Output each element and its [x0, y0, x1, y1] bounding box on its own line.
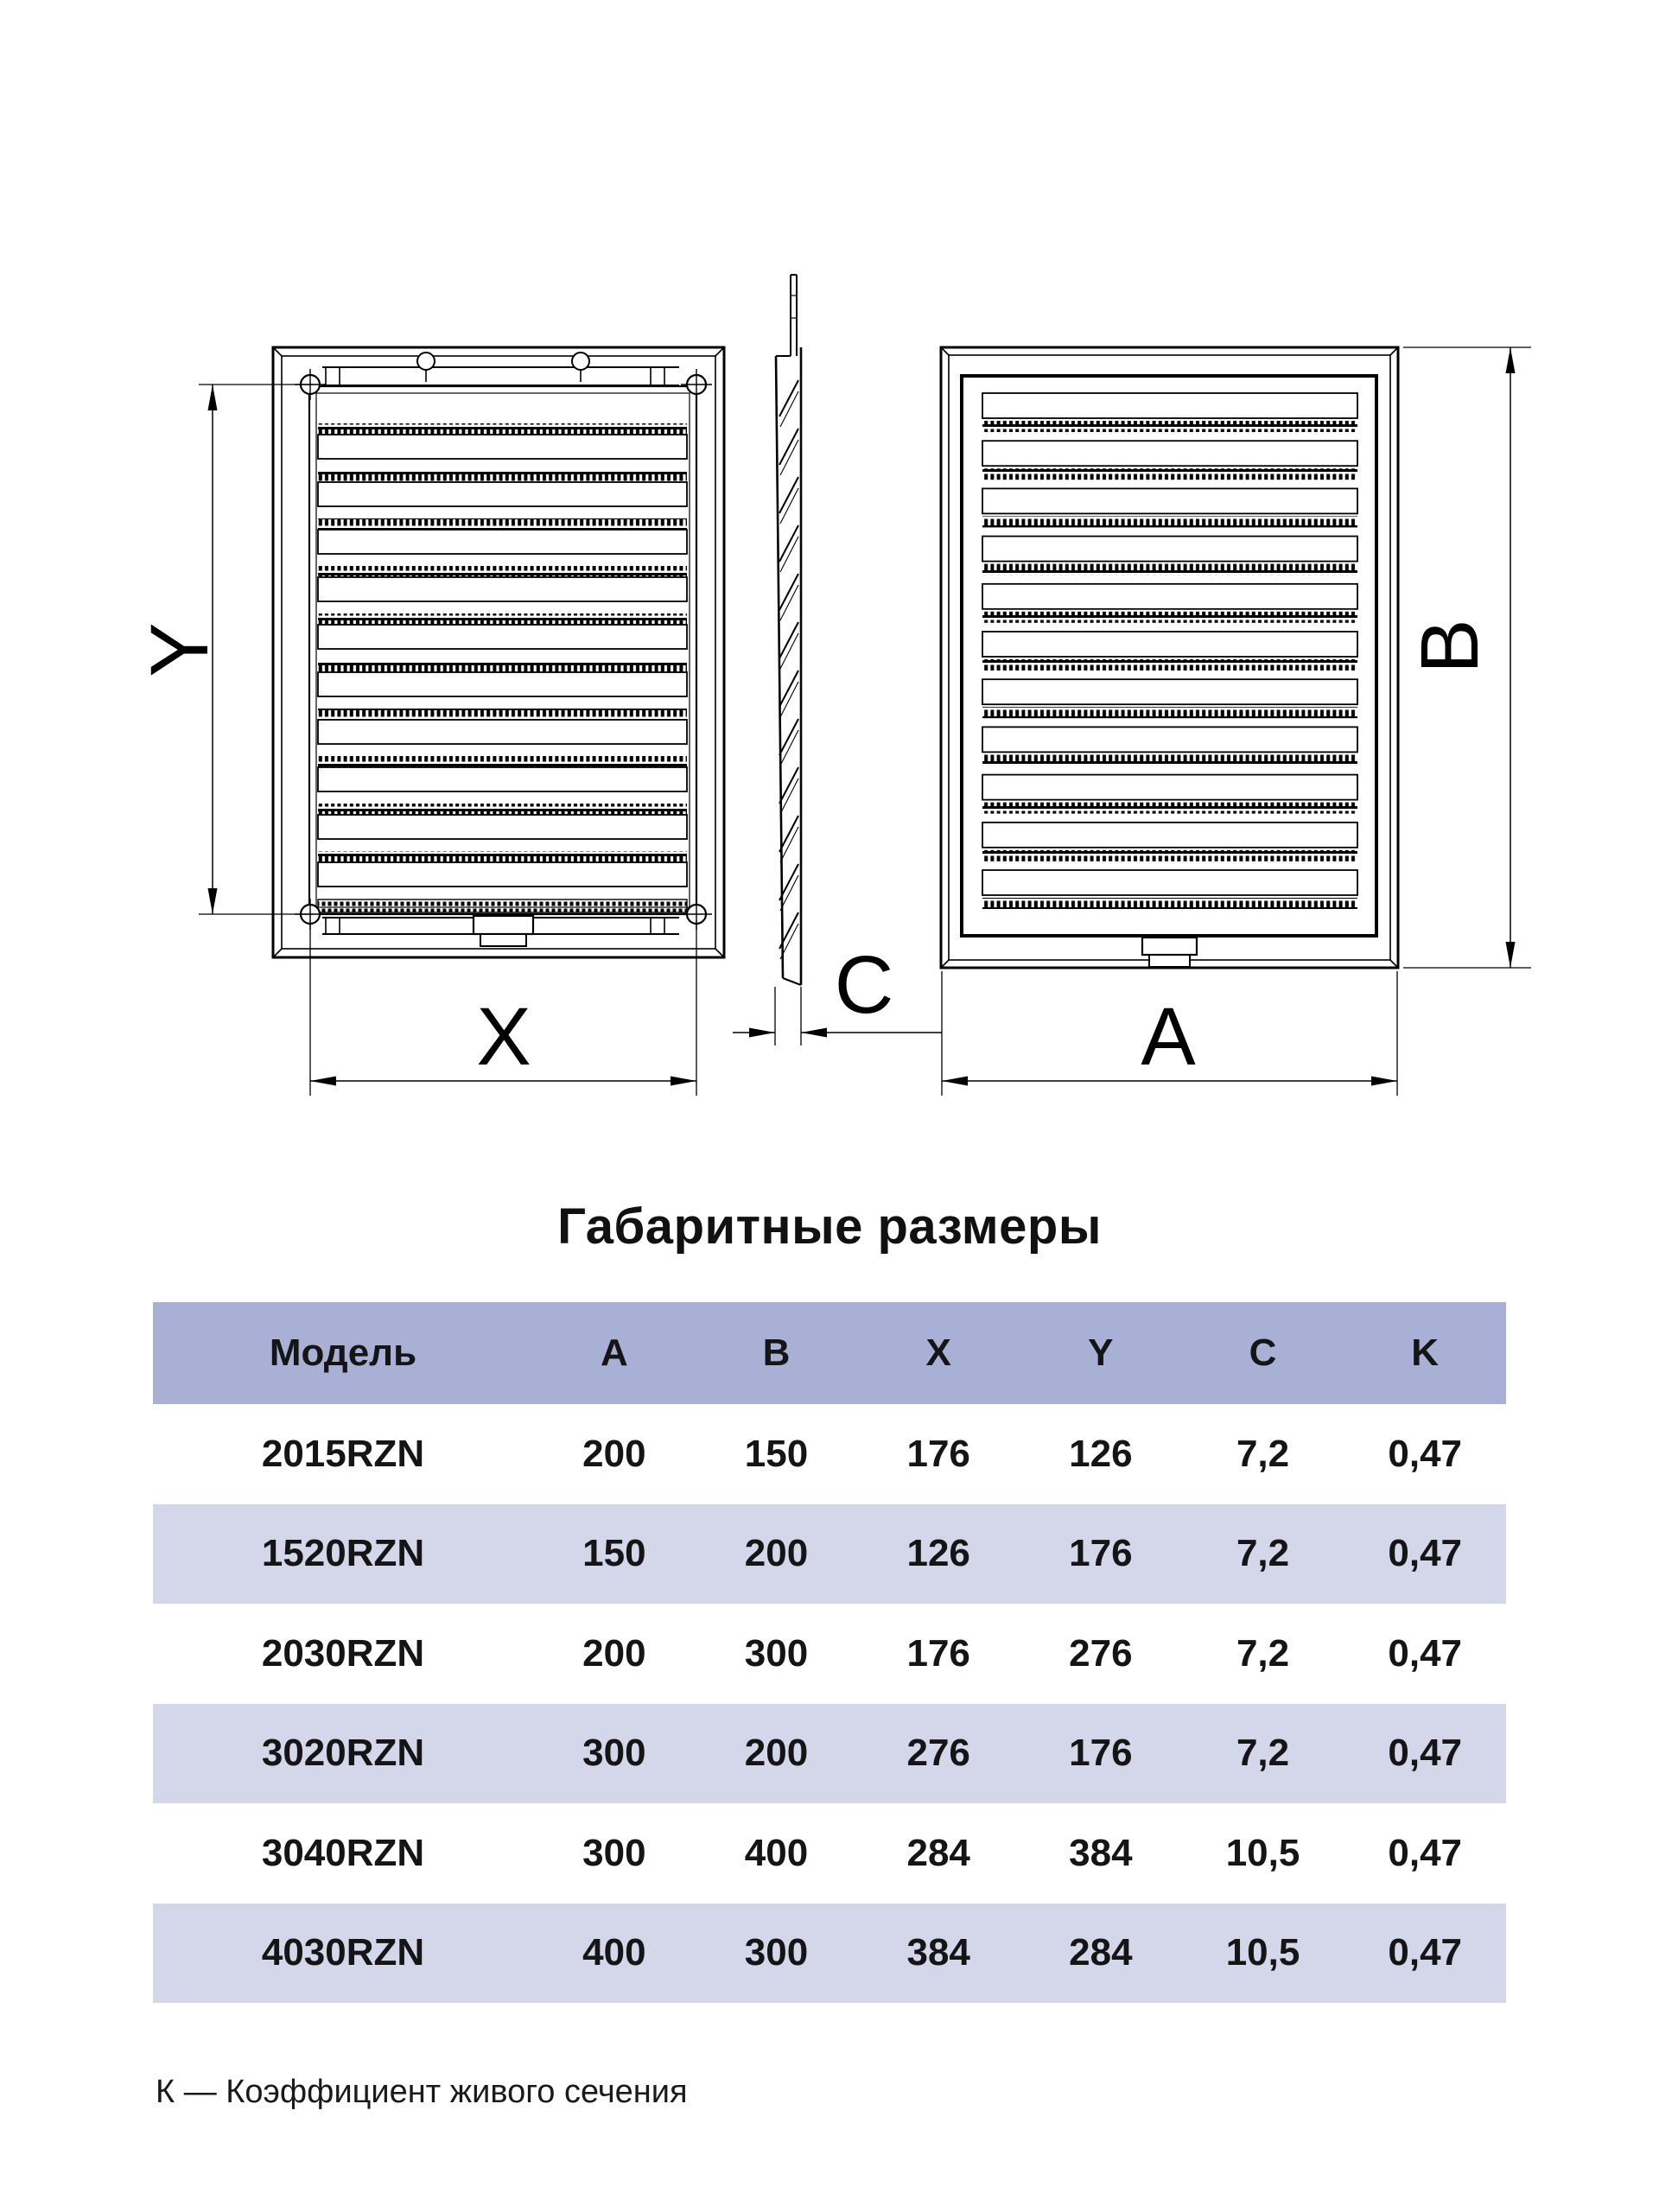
value-cell: 126 [1069, 1432, 1133, 1475]
table-row [153, 1604, 1506, 1704]
table-row [153, 1803, 1506, 1904]
model-cell: 2030RZN [261, 1631, 425, 1675]
model-cell: 2015RZN [261, 1432, 425, 1475]
table-row [153, 1904, 1506, 2004]
value-cell: 284 [906, 1831, 970, 1874]
dimension-c [733, 939, 942, 1046]
dimension-label-b: B [1404, 619, 1496, 674]
model-cell: 4030RZN [261, 1931, 425, 1974]
column-header-b: B [762, 1332, 791, 1374]
louvers-right [982, 393, 1357, 909]
dimension-y [134, 385, 313, 914]
value-cell: 176 [1069, 1532, 1133, 1575]
column-header-y: Y [1088, 1332, 1114, 1374]
value-cell: 176 [1069, 1732, 1133, 1775]
value-cell: 400 [744, 1831, 809, 1874]
value-cell: 200 [582, 1631, 646, 1675]
column-header-x: X [925, 1332, 951, 1374]
value-cell: 300 [582, 1732, 646, 1775]
value-cell: 384 [906, 1931, 970, 1974]
front-view-left [273, 347, 724, 957]
value-cell: 300 [744, 1631, 809, 1675]
value-cell: 7,2 [1236, 1631, 1290, 1675]
column-header-a: A [600, 1332, 628, 1374]
value-cell: 200 [744, 1532, 809, 1575]
model-cell: 3020RZN [261, 1732, 425, 1775]
front-view-right [941, 347, 1398, 968]
footnote-k-definition: К — Коэффициент живого сечения [156, 2074, 688, 2110]
table-header-row [153, 1302, 1506, 1404]
table-row [153, 1504, 1506, 1605]
value-cell: 126 [906, 1532, 970, 1575]
dimension-b [1403, 347, 1531, 968]
value-cell: 0,47 [1388, 1831, 1463, 1874]
value-cell: 200 [582, 1432, 646, 1475]
model-cell: 1520RZN [261, 1532, 425, 1575]
dimensions-table [153, 1302, 1506, 2003]
value-cell: 0,47 [1388, 1931, 1463, 1974]
value-cell: 7,2 [1236, 1432, 1290, 1475]
value-cell: 150 [582, 1532, 646, 1575]
value-cell: 10,5 [1225, 1931, 1300, 1974]
table-row [153, 1704, 1506, 1804]
dimensions [134, 347, 1531, 1096]
value-cell: 300 [744, 1931, 809, 1974]
table-row [153, 1404, 1506, 1504]
value-cell: 176 [906, 1432, 970, 1475]
value-cell: 0,47 [1388, 1432, 1463, 1475]
column-header-k: K [1411, 1332, 1440, 1374]
value-cell: 10,5 [1225, 1831, 1300, 1874]
value-cell: 0,47 [1388, 1631, 1463, 1675]
value-cell: 284 [1069, 1931, 1133, 1974]
section-title: Габаритные размеры [557, 1198, 1102, 1255]
value-cell: 7,2 [1236, 1532, 1290, 1575]
dimension-label-c: C [834, 939, 894, 1031]
dimension-a [942, 971, 1397, 1096]
value-cell: 276 [1069, 1631, 1133, 1675]
value-cell: 300 [582, 1831, 646, 1874]
value-cell: 176 [906, 1631, 970, 1675]
dimension-label-y: Y [134, 622, 226, 677]
model-cell: 3040RZN [261, 1831, 425, 1874]
column-header-c: C [1249, 1332, 1277, 1374]
value-cell: 0,47 [1388, 1732, 1463, 1775]
value-cell: 7,2 [1236, 1732, 1290, 1775]
value-cell: 150 [744, 1432, 809, 1475]
dimension-label-x: X [476, 991, 531, 1083]
dimension-label-a: A [1141, 991, 1196, 1083]
side-view [776, 275, 801, 985]
value-cell: 200 [744, 1732, 809, 1775]
value-cell: 0,47 [1388, 1532, 1463, 1575]
value-cell: 276 [906, 1732, 970, 1775]
value-cell: 400 [582, 1931, 646, 1974]
value-cell: 384 [1069, 1831, 1133, 1874]
column-header-model: Модель [269, 1332, 417, 1374]
louvers-left [318, 423, 687, 912]
